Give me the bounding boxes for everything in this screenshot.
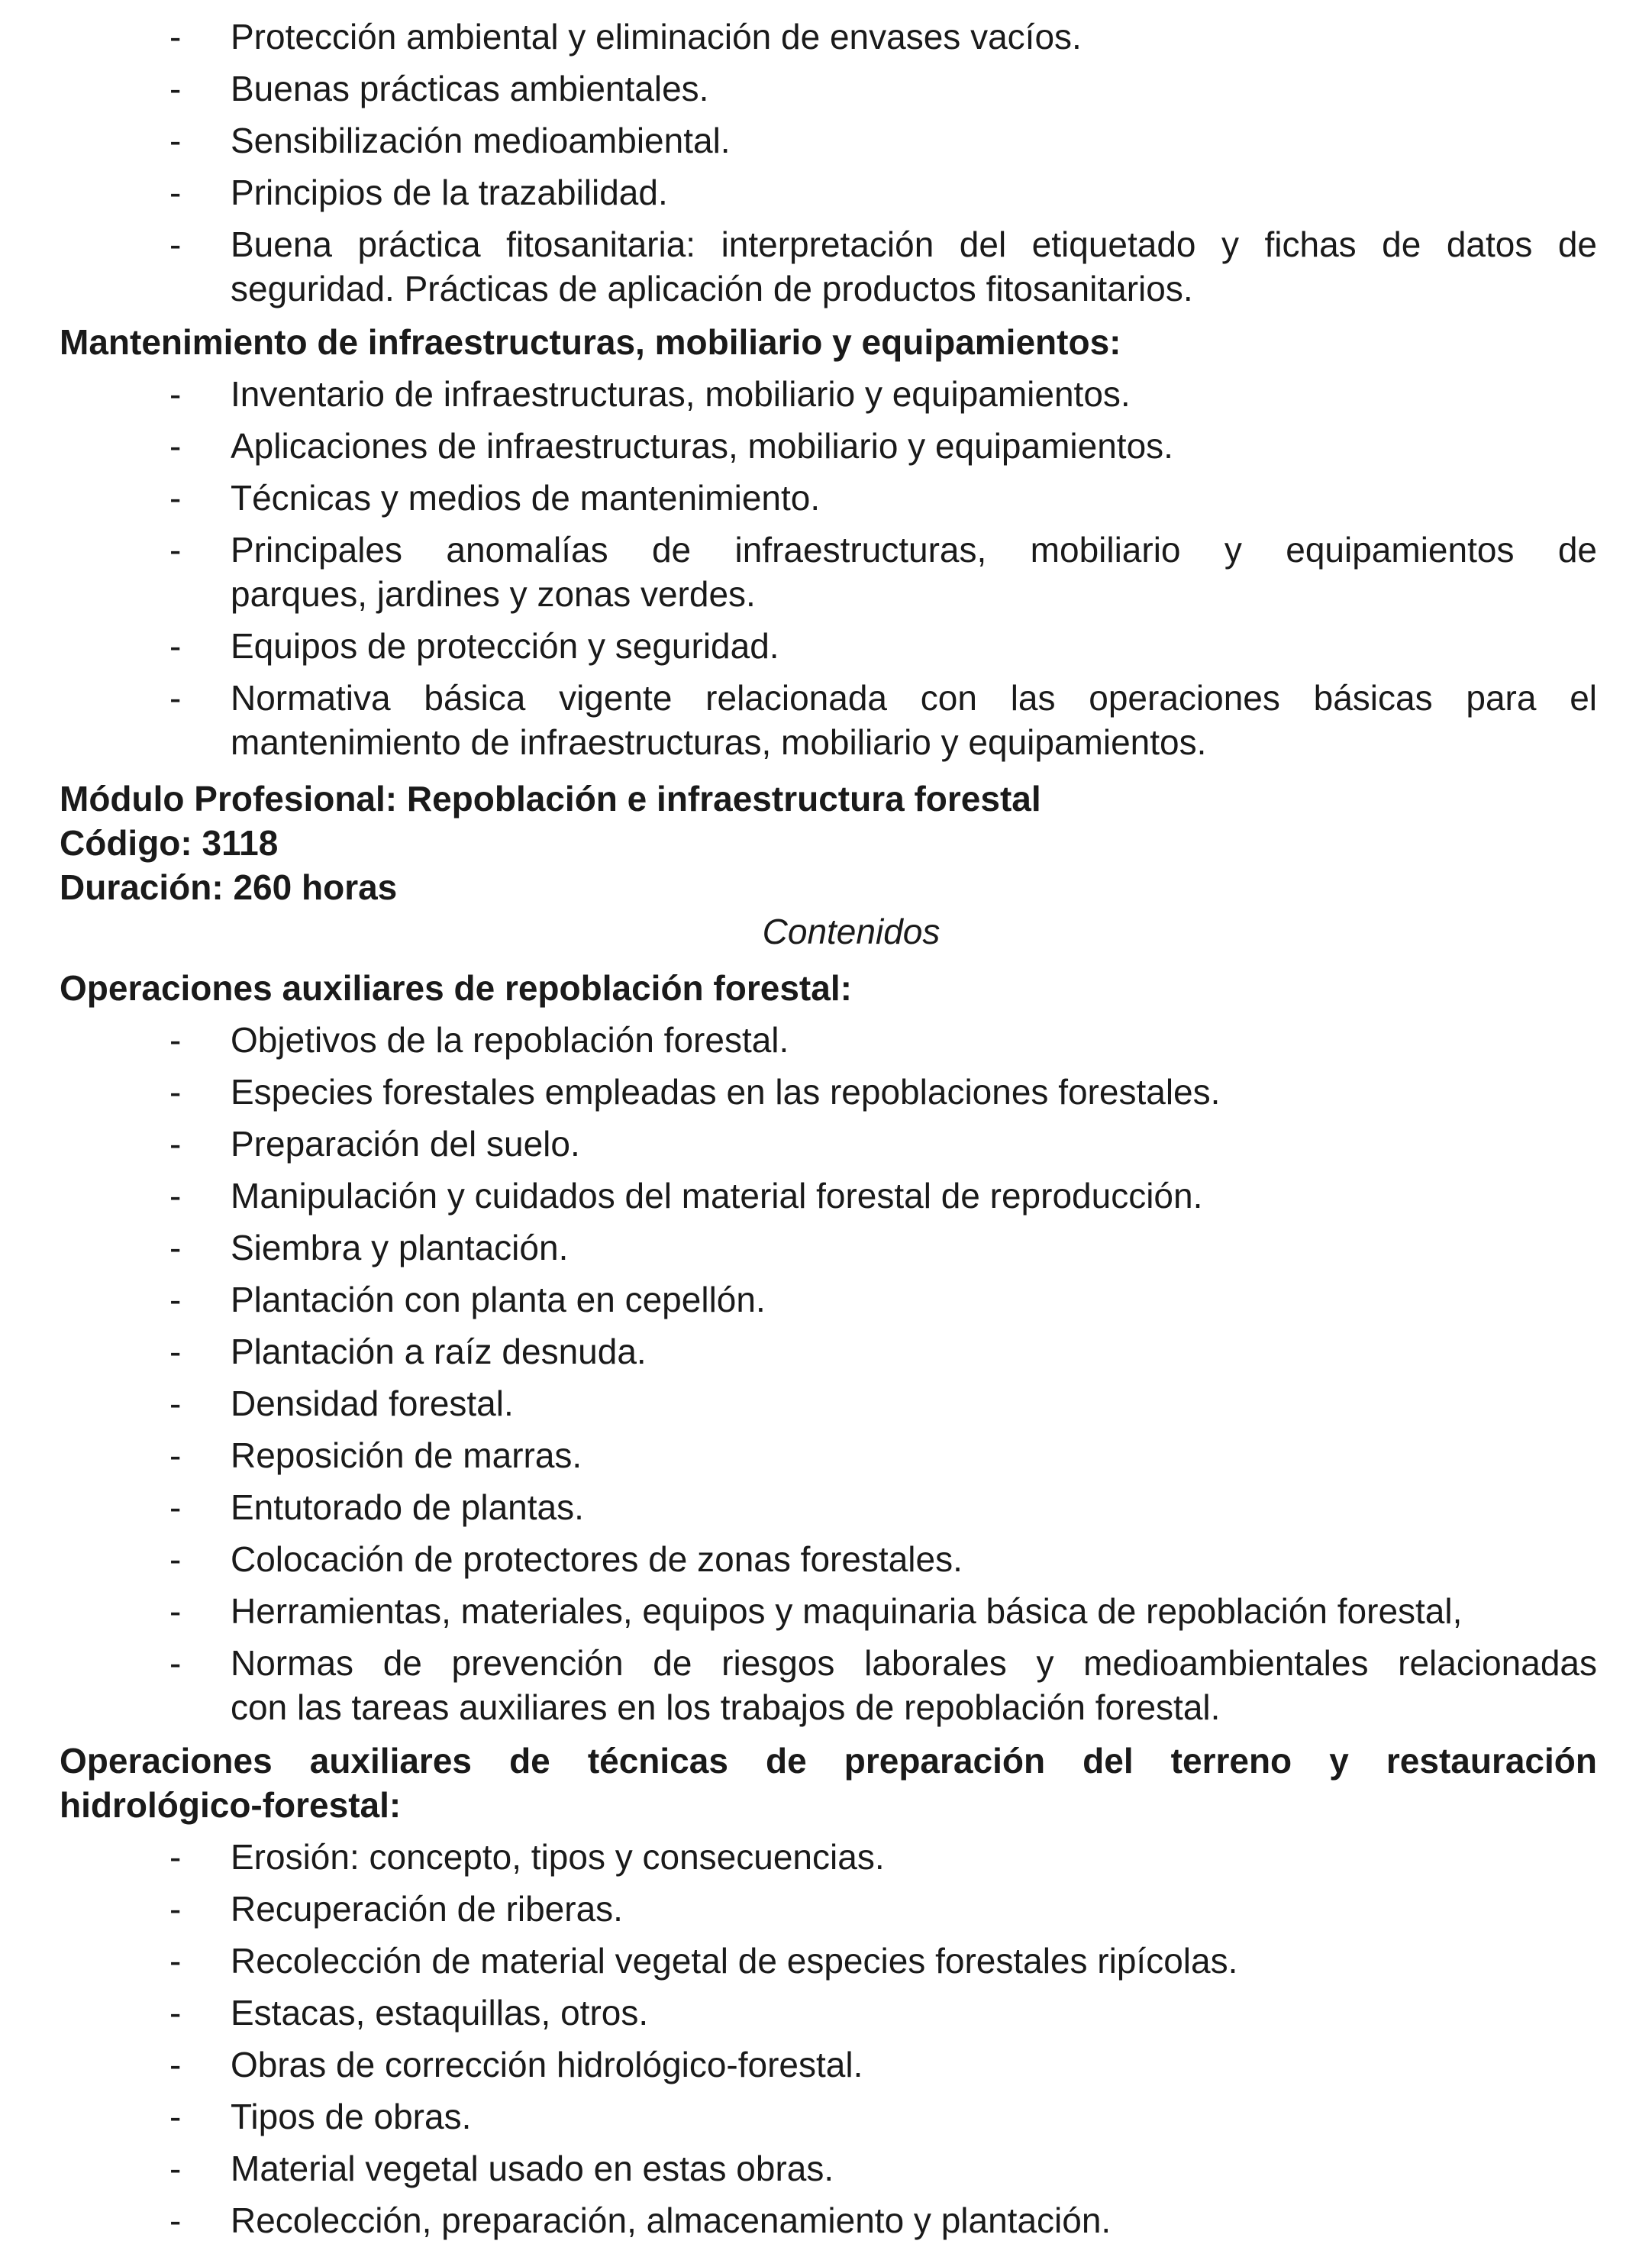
list-item	[0, 1886, 1652, 1932]
list-item	[0, 170, 1652, 215]
list-item	[0, 66, 1652, 111]
list-item-text: Herramientas, materiales, equipos y maquinaria básica de repoblación forestal,	[231, 1591, 1463, 1631]
list-item-text: Recolección de material vegetal de especies forestales ripícolas.	[231, 1941, 1238, 1981]
list-item-text: Buena práctica fitosanitaria: interpretación del etiquetado y fichas de datos de	[231, 224, 1597, 264]
list-dash: -	[169, 626, 182, 666]
list-item-text: Colocación de protectores de zonas forestales.	[231, 1539, 963, 1579]
list-item-text: con las tareas auxiliares en los trabajos de repoblación forestal.	[231, 1687, 1221, 1727]
list-item	[0, 475, 1652, 521]
list-item-text: Protección ambiental y eliminación de envases vacíos.	[231, 17, 1082, 57]
list-dash: -	[169, 2149, 182, 2188]
list-dash: -	[169, 2097, 182, 2136]
section-heading: Mantenimiento de infraestructuras, mobiliario y equipamientos:	[60, 322, 1121, 362]
list-dash: -	[169, 678, 182, 718]
list-item	[0, 1536, 1652, 1582]
list-item-text: Tipos de obras.	[231, 2097, 472, 2136]
list-item	[0, 623, 1652, 669]
section-heading: Operaciones auxiliares de repoblación forestal:	[60, 968, 852, 1008]
list-item	[0, 1017, 1652, 1063]
contents-label: Contenidos	[762, 912, 941, 951]
list-dash: -	[169, 1837, 182, 1877]
list-dash: -	[169, 1993, 182, 2033]
list-item	[0, 221, 1652, 267]
list-item	[0, 675, 1652, 721]
list-dash: -	[169, 1487, 182, 1527]
list-item	[0, 1432, 1652, 1478]
list-dash: -	[169, 1435, 182, 1475]
list-item	[0, 118, 1652, 163]
section-heading-continuation: hidrológico-forestal:	[60, 1785, 402, 1825]
list-dash: -	[169, 1228, 182, 1267]
list-item-text: Buenas prácticas ambientales.	[231, 69, 709, 108]
list-item	[0, 1588, 1652, 1634]
list-item-text: Objetivos de la repoblación forestal.	[231, 1020, 789, 1060]
list-item	[0, 1834, 1652, 1880]
module-title: Módulo Profesional: Repoblación e infraestructura forestal	[60, 779, 1041, 819]
list-dash: -	[169, 1384, 182, 1423]
list-dash: -	[169, 1072, 182, 1112]
list-item	[0, 1277, 1652, 1322]
list-item-text: mantenimiento de infraestructuras, mobiliario y equipamientos.	[231, 722, 1207, 762]
list-item-text: Siembra y plantación.	[231, 1228, 569, 1267]
list-item	[0, 1990, 1652, 2036]
list-item-text: Principios de la trazabilidad.	[231, 173, 668, 212]
list-dash: -	[169, 1020, 182, 1060]
list-item	[0, 1938, 1652, 1984]
list-item-text: Recuperación de riberas.	[231, 1889, 623, 1929]
list-dash: -	[169, 1539, 182, 1579]
list-item-continuation	[0, 571, 1652, 617]
list-item-text: Aplicaciones de infraestructuras, mobiliario y equipamientos.	[231, 426, 1173, 466]
list-item-text: Densidad forestal.	[231, 1384, 514, 1423]
list-item	[0, 1225, 1652, 1271]
list-dash: -	[169, 2200, 182, 2240]
module-duration: Duración: 260 horas	[60, 867, 398, 907]
list-dash: -	[169, 1176, 182, 1216]
list-dash: -	[169, 69, 182, 108]
list-item-text: Reposición de marras.	[231, 1435, 582, 1475]
list-dash: -	[169, 121, 182, 160]
list-item-text: Material vegetal usado en estas obras.	[231, 2149, 834, 2188]
list-item	[0, 1069, 1652, 1115]
list-item	[0, 2146, 1652, 2191]
list-dash: -	[169, 1889, 182, 1929]
list-item-text: Principales anomalías de infraestructuras, mobiliario y equipamientos de	[231, 530, 1597, 570]
list-item-text: Plantación a raíz desnuda.	[231, 1332, 647, 1371]
list-dash: -	[169, 530, 182, 570]
list-dash: -	[169, 1643, 182, 1683]
list-dash: -	[169, 478, 182, 518]
section-heading: Operaciones auxiliares de técnicas de preparación del terreno y restauración	[60, 1741, 1597, 1781]
list-dash: -	[169, 1941, 182, 1981]
list-item-text: Erosión: concepto, tipos y consecuencias.	[231, 1837, 885, 1877]
list-item-text: Sensibilización medioambiental.	[231, 121, 731, 160]
list-item-text: Especies forestales empleadas en las repoblaciones forestales.	[231, 1072, 1221, 1112]
list-item	[0, 527, 1652, 573]
list-item-text: Recolección, preparación, almacenamiento y plantación.	[231, 2200, 1112, 2240]
list-dash: -	[169, 17, 182, 57]
list-item	[0, 1484, 1652, 1530]
list-item	[0, 2042, 1652, 2087]
list-item-text: Plantación con planta en cepellón.	[231, 1280, 766, 1319]
list-dash: -	[169, 374, 182, 414]
list-item-text: Inventario de infraestructuras, mobiliario y equipamientos.	[231, 374, 1131, 414]
list-item	[0, 1640, 1652, 1686]
list-dash: -	[169, 1332, 182, 1371]
list-item	[0, 1173, 1652, 1219]
list-dash: -	[169, 224, 182, 264]
list-item-text: Entutorado de plantas.	[231, 1487, 584, 1527]
list-dash: -	[169, 1280, 182, 1319]
list-item-text: Obras de corrección hidrológico-forestal.	[231, 2045, 863, 2084]
list-item-continuation	[0, 266, 1652, 312]
list-item	[0, 1329, 1652, 1374]
list-item-text: Estacas, estaquillas, otros.	[231, 1993, 649, 2033]
list-dash: -	[169, 2045, 182, 2084]
list-item-continuation	[0, 719, 1652, 765]
list-item-text: Manipulación y cuidados del material forestal de reproducción.	[231, 1176, 1203, 1216]
list-item	[0, 2094, 1652, 2139]
list-item	[0, 14, 1652, 60]
list-dash: -	[169, 426, 182, 466]
list-dash: -	[169, 1591, 182, 1631]
list-item-text: Normas de prevención de riesgos laborales y medioambientales relacionadas	[231, 1643, 1597, 1683]
list-item	[0, 1121, 1652, 1167]
list-item-text: Preparación del suelo.	[231, 1124, 580, 1164]
list-dash: -	[169, 173, 182, 212]
list-item	[0, 1380, 1652, 1426]
list-item-text: Equipos de protección y seguridad.	[231, 626, 779, 666]
module-code: Código: 3118	[60, 823, 279, 863]
list-item-continuation	[0, 1684, 1652, 1730]
list-item-text: seguridad. Prácticas de aplicación de productos fitosanitarios.	[231, 269, 1193, 308]
list-item-text: Técnicas y medios de mantenimiento.	[231, 478, 821, 518]
list-dash: -	[169, 1124, 182, 1164]
list-item-text: Normativa básica vigente relacionada con las operaciones básicas para el	[231, 678, 1597, 718]
list-item	[0, 2197, 1652, 2243]
list-item	[0, 423, 1652, 469]
list-item	[0, 371, 1652, 417]
list-item-text: parques, jardines y zonas verdes.	[231, 574, 756, 614]
